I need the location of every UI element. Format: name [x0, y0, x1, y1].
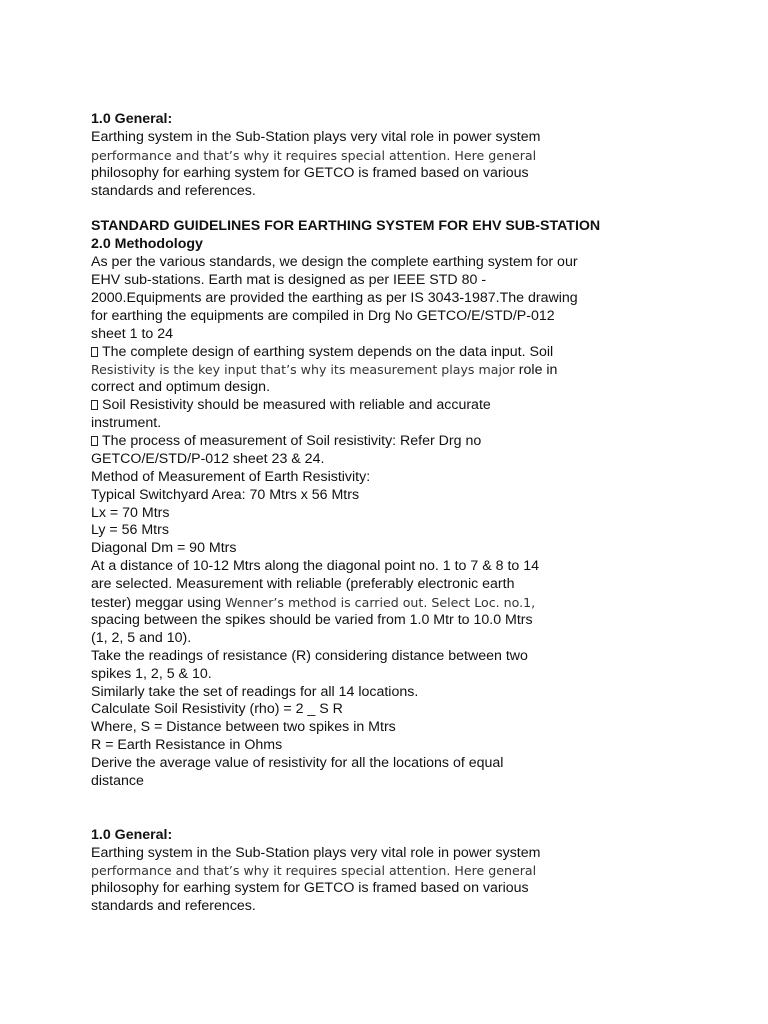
- paragraph-line: Where, S = Distance between two spikes in Mtrs: [91, 719, 396, 736]
- bullet-text: The complete design of earthing system depends on the data input. Soil: [102, 343, 554, 360]
- bullet-text: The process of measurement of Soil resistivity: Refer Drg no: [102, 433, 482, 450]
- bullet-item: [91, 433, 741, 451]
- paragraph-line: Method of Measurement of Earth Resistivity:: [91, 468, 371, 485]
- paragraph-line: performance and that’s why it requires special attention. Here general: [91, 147, 537, 163]
- paragraph-line: 2000.Equipments are provided the earthing as per IS 3043-1987.The drawing: [91, 289, 578, 306]
- paragraph-line: correct and optimum design.: [91, 379, 271, 396]
- paragraph-line: for earthing the equipments are compiled in Drg No GETCO/E/STD/P-012: [91, 307, 555, 324]
- paragraph-line: standards and references.: [91, 898, 256, 915]
- paragraph-line: performance and that’s why it requires special attention. Here general: [91, 863, 537, 879]
- paragraph-line: Ly = 56 Mtrs: [91, 522, 169, 539]
- section-heading-methodology: 2.0 Methodology: [91, 236, 203, 253]
- document-title: STANDARD GUIDELINES FOR EARTHING SYSTEM FOR EHV SUB-STATION: [91, 218, 601, 235]
- paragraph-line: Earthing system in the Sub-Station plays very vital role in power system: [91, 128, 541, 145]
- bullet-box-icon: [91, 436, 98, 446]
- paragraph-line: Calculate Soil Resistivity (rho) = 2 _ S R: [91, 701, 343, 718]
- paragraph-text: Wenner’s method is carried out. Select Loc. no.1,: [225, 595, 536, 611]
- paragraph-line: Typical Switchyard Area: 70 Mtrs x 56 Mtrs: [91, 486, 360, 503]
- paragraph-line: At a distance of 10-12 Mtrs along the diagonal point no. 1 to 7 & 8 to 14: [91, 558, 539, 575]
- paragraph-line: EHV sub-stations. Earth mat is designed as per IEEE STD 80 -: [91, 272, 487, 289]
- paragraph-text: Resistivity is the key input that’s why its measurement plays major: [91, 362, 515, 378]
- bullet-box-icon: [91, 347, 98, 357]
- paragraph-line: are selected. Measurement with reliable (preferably electronic earth: [91, 576, 515, 593]
- paragraph-line: instrument.: [91, 415, 162, 432]
- paragraph-line: Similarly take the set of readings for all 14 locations.: [91, 683, 419, 700]
- spacer: [91, 200, 741, 218]
- spacer: [91, 791, 741, 827]
- paragraph-line: Derive the average value of resistivity for all the locations of equal: [91, 755, 504, 772]
- paragraph-line: (1, 2, 5 and 10).: [91, 629, 192, 646]
- section-heading-general: 1.0 General:: [91, 826, 173, 843]
- paragraph-line: R = Earth Resistance in Ohms: [91, 737, 283, 754]
- paragraph-text: tester) meggar using: [91, 595, 226, 612]
- paragraph-line: [91, 361, 741, 379]
- paragraph-line: Lx = 70 Mtrs: [91, 504, 170, 521]
- bullet-item: [91, 344, 741, 362]
- paragraph-line: As per the various standards, we design the complete earthing system for our: [91, 254, 578, 271]
- paragraph-text: role in: [514, 362, 558, 379]
- paragraph-line: [91, 594, 741, 612]
- paragraph-line: philosophy for earhing system for GETCO is framed based on various: [91, 880, 529, 897]
- paragraph-line: Diagonal Dm = 90 Mtrs: [91, 540, 237, 557]
- paragraph-line: Earthing system in the Sub-Station plays very vital role in power system: [91, 844, 541, 861]
- document-body: [91, 111, 741, 916]
- paragraph-line: spikes 1, 2, 5 & 10.: [91, 665, 212, 682]
- paragraph-line: sheet 1 to 24: [91, 325, 174, 342]
- bullet-item: [91, 397, 741, 415]
- bullet-box-icon: [91, 400, 98, 410]
- paragraph-line: GETCO/E/STD/P-012 sheet 23 & 24.: [91, 450, 325, 467]
- paragraph-line: philosophy for earhing system for GETCO is framed based on various: [91, 164, 529, 181]
- paragraph-line: standards and references.: [91, 182, 256, 199]
- bullet-text: Soil Resistivity should be measured with reliable and accurate: [102, 397, 491, 414]
- paragraph-line: spacing between the spikes should be varied from 1.0 Mtr to 10.0 Mtrs: [91, 611, 533, 628]
- paragraph-line: distance: [91, 772, 144, 789]
- section-heading-general: 1.0 General:: [91, 111, 173, 127]
- paragraph-line: Take the readings of resistance (R) considering distance between two: [91, 647, 528, 664]
